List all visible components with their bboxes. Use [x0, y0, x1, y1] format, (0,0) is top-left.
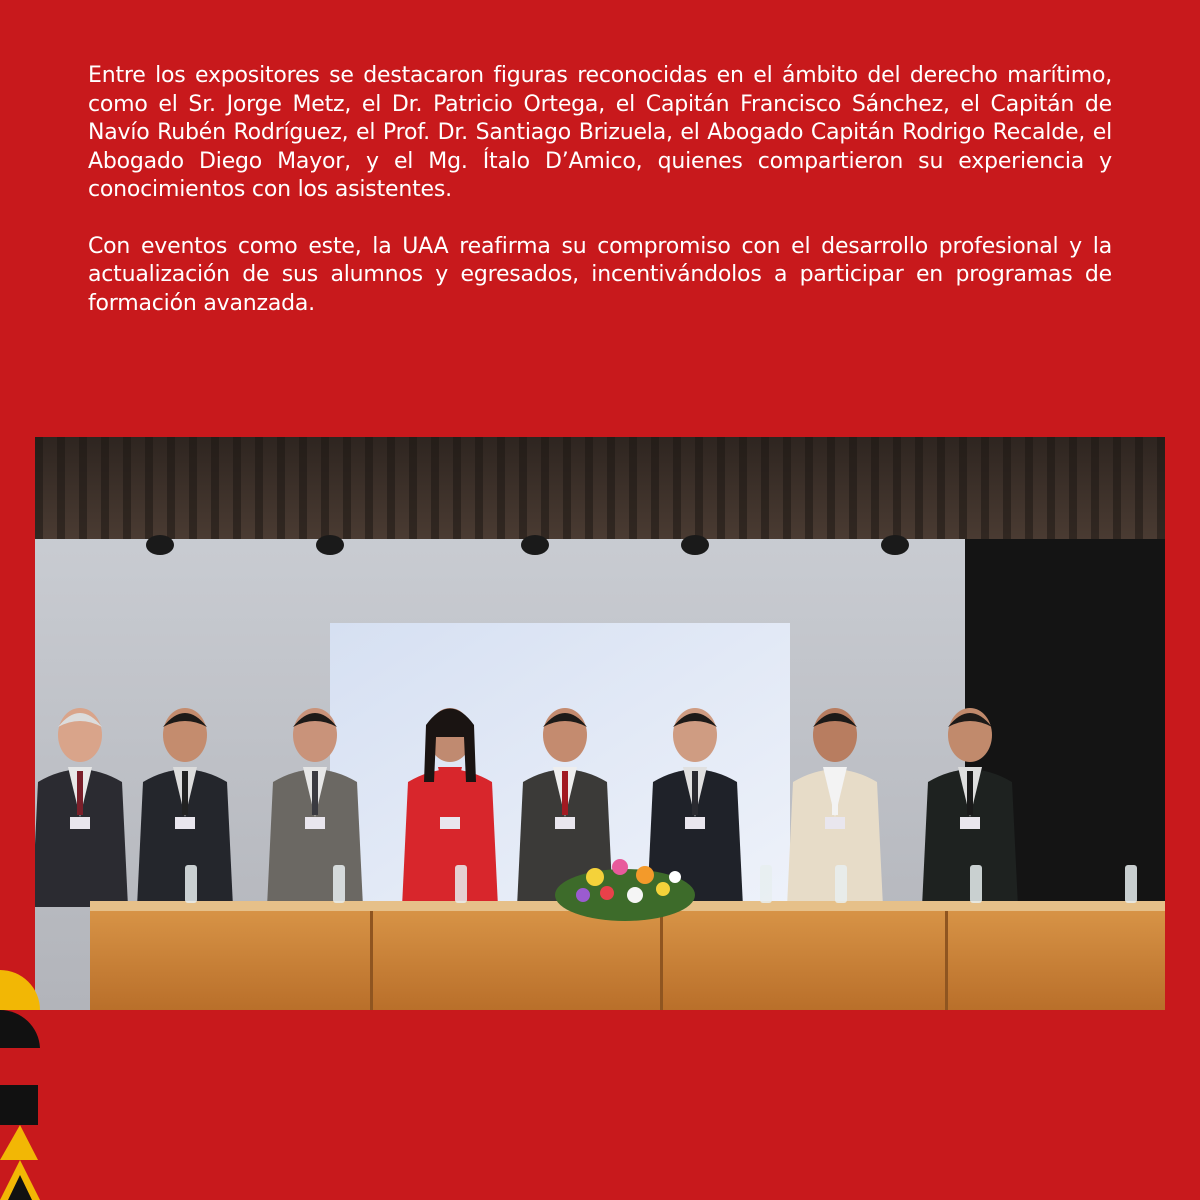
paragraph-commitment: Con eventos como este, la UAA reafirma su compromiso con el desarrollo profesional y la actualización de sus alumnos y egresados, incentivándolos a participar en programas de formación avanzada. [88, 233, 1112, 316]
paragraph-speakers: Entre los expositores se destacaron figuras reconocidas en el ámbito del derecho marítimo, como el Sr. Jorge Metz, el Dr. Patricio Ortega, el Capitán Francisco Sánchez, el Capitán de Navío Rubén Rodríguez, el Prof. Dr. Santiago Brizuela, el Abogado Capitán Rodrigo Recalde, el Abogado Diego Mayor, y el Mg. Ítalo D’Amico, quienes compartieron su experiencia y conocimientos con los asistentes. [88, 63, 1112, 202]
decorative-shapes [0, 970, 40, 1200]
event-photo [35, 437, 1165, 1010]
article-text [88, 62, 1112, 346]
top-curtain [35, 437, 1165, 539]
event-photo-illustration [35, 437, 1165, 1010]
table-front [90, 911, 1165, 1010]
